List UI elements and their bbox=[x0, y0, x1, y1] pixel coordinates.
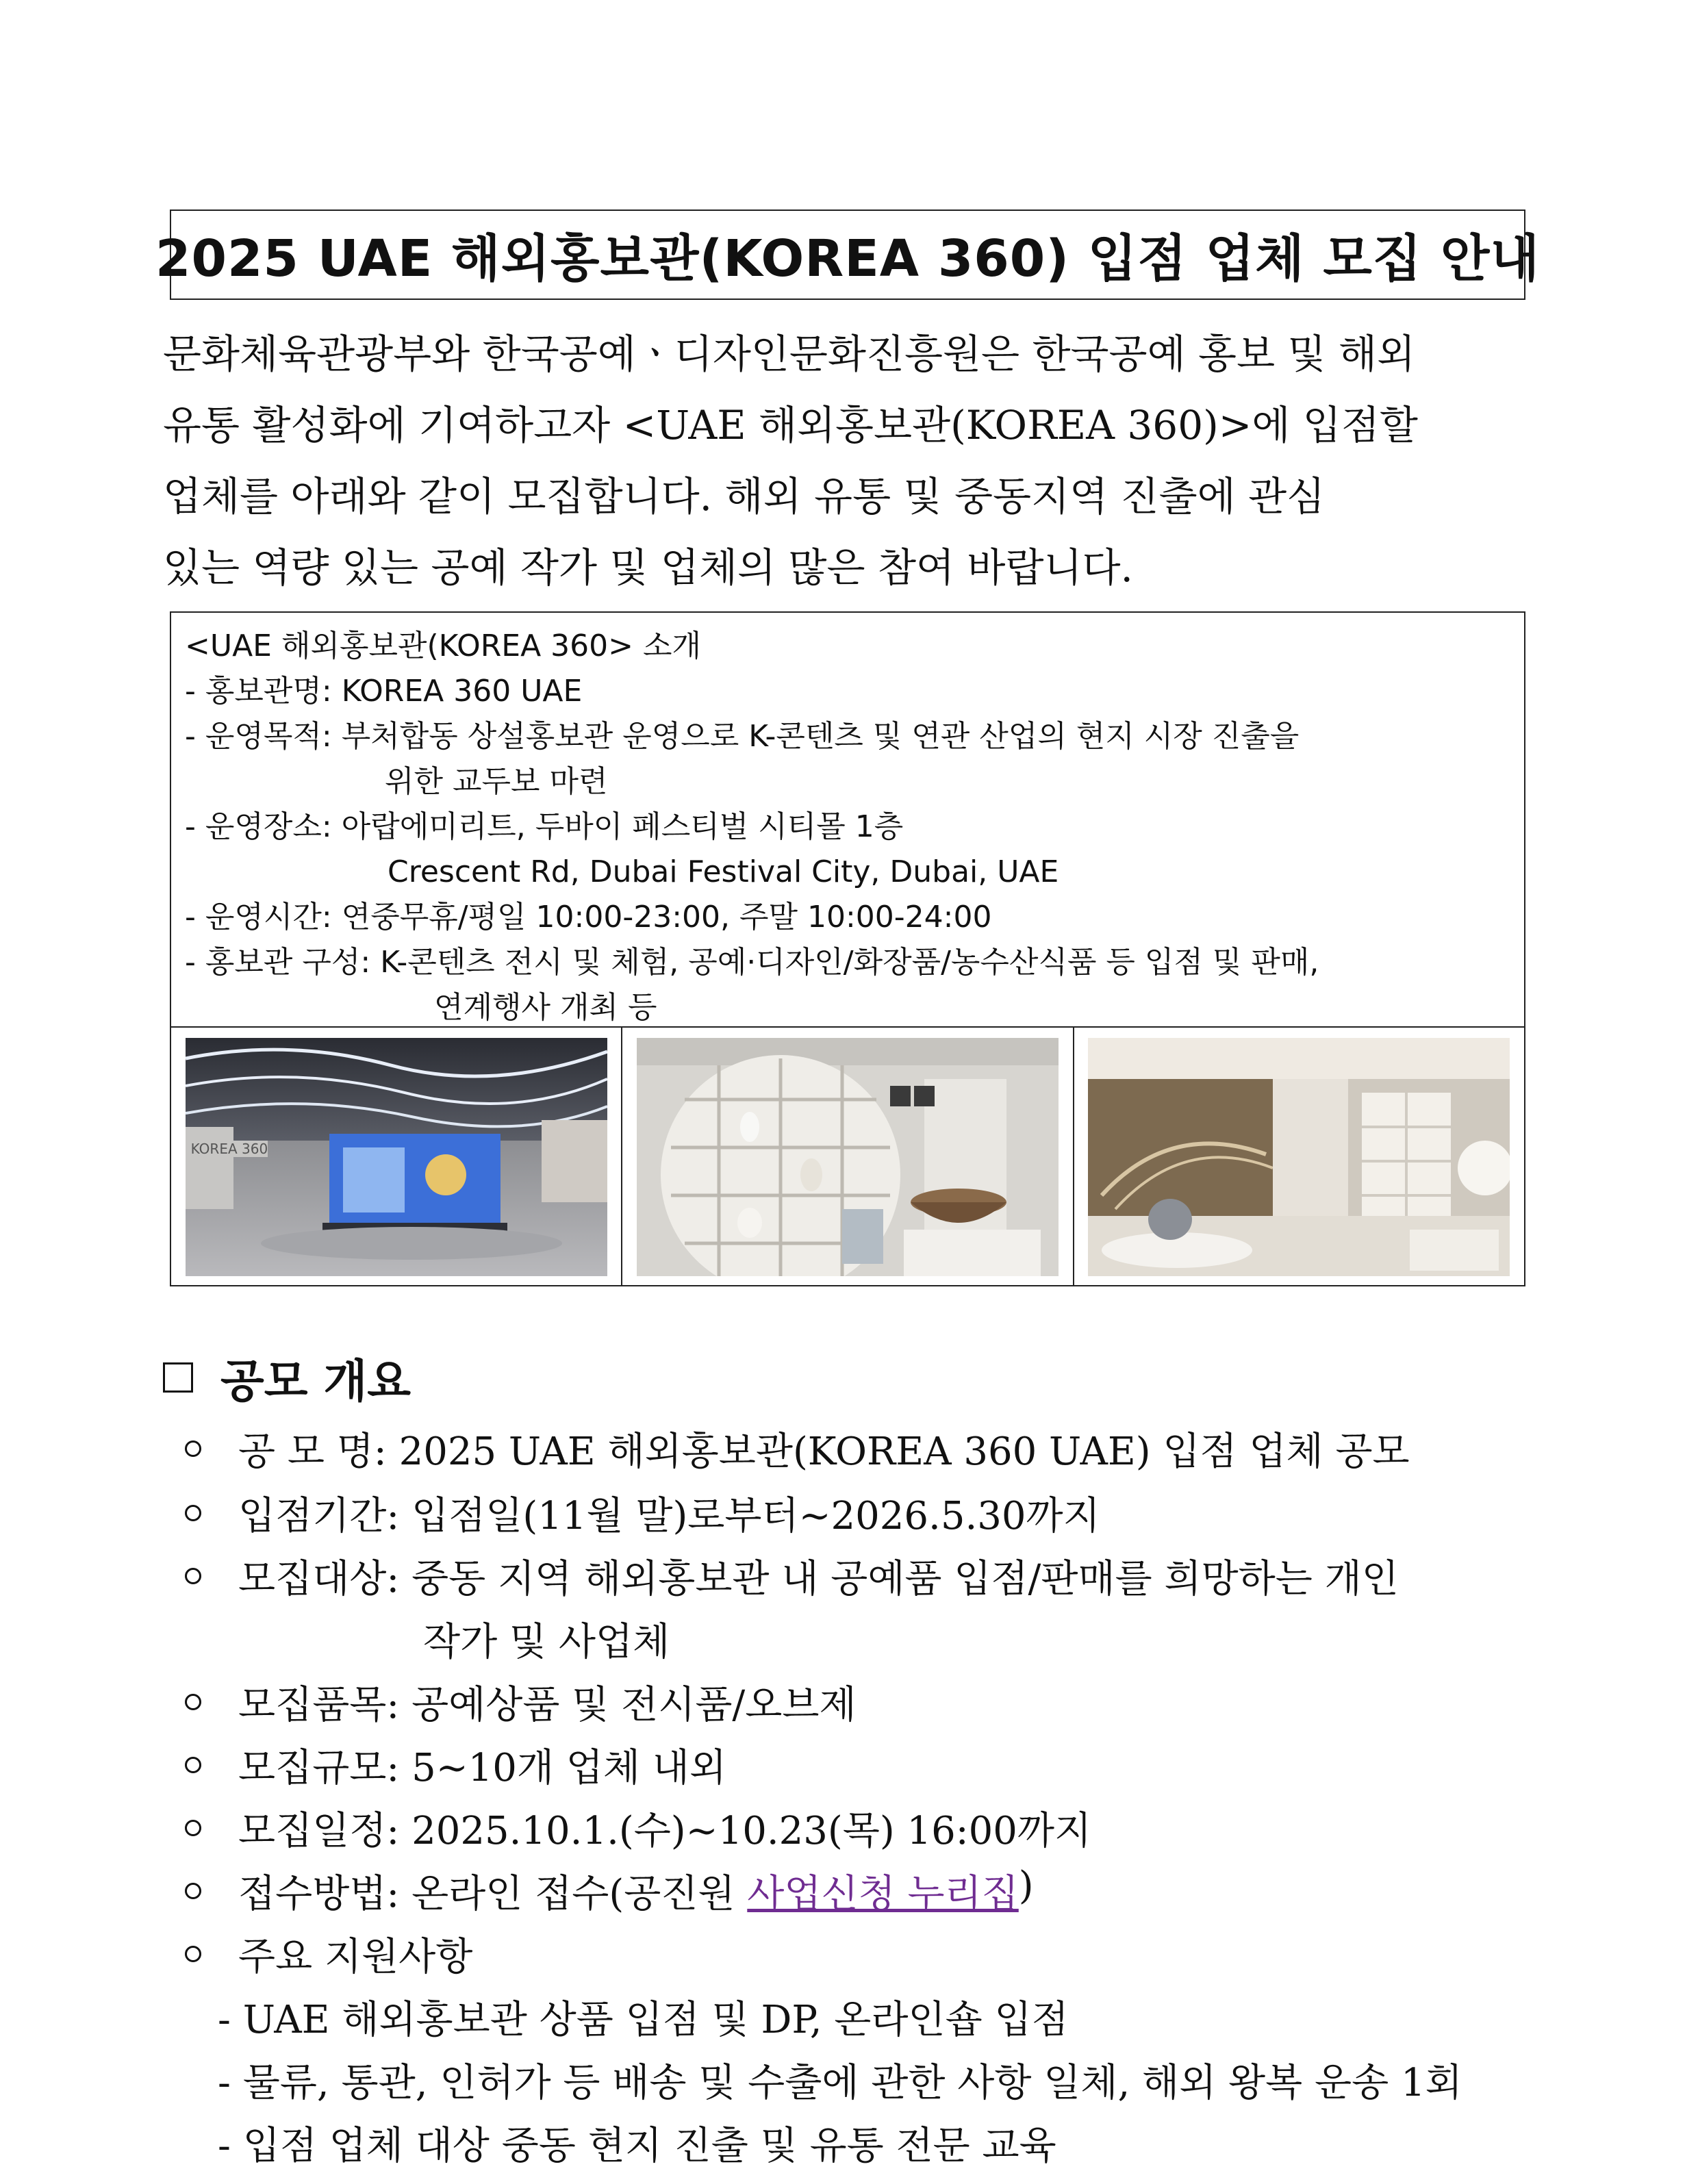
circle-bullet-icon bbox=[185, 1505, 201, 1521]
overview-item bbox=[185, 1549, 1534, 1603]
support-item: - 입점 업체 대상 중동 현지 진출 및 유통 전문 교육 bbox=[218, 2124, 1056, 2168]
info-hours-row bbox=[185, 895, 1513, 940]
item-label: 모집규모: bbox=[238, 1746, 412, 1790]
info-name-value: KOREA 360 UAE bbox=[341, 674, 583, 709]
info-config-row bbox=[185, 940, 1513, 985]
application-site-link[interactable]: 사업신청 누리집 bbox=[747, 1872, 1019, 1916]
photo-cell-2 bbox=[622, 1028, 1074, 1286]
intro-text-2: 유통 활성화에 기여하고자 <UAE 해외홍보관(KOREA 360)>에 입점할 bbox=[163, 402, 1418, 448]
item-value: 5~10개 업체 내외 bbox=[411, 1746, 726, 1790]
intro-line-3 bbox=[163, 464, 1532, 522]
photo-row bbox=[171, 1026, 1524, 1286]
info-name-row bbox=[185, 669, 1513, 714]
section-heading-text: 공모 개요 bbox=[220, 1355, 411, 1408]
info-purpose-value: 부처합동 상설홍보관 운영으로 K-콘텐츠 및 연관 산업의 현지 시장 진출을 bbox=[341, 719, 1300, 754]
title-box bbox=[155, 209, 1541, 300]
overview-item bbox=[185, 1421, 1534, 1476]
info-heading-text: <UAE 해외홍보관(KOREA 360> 소개 bbox=[185, 628, 702, 663]
overview-item bbox=[185, 1738, 1534, 1792]
intro-text-4: 있는 역량 있는 공예 작가 및 업체의 많은 참여 바랍니다. bbox=[163, 544, 1133, 591]
gallery-interior-photo bbox=[1088, 1038, 1510, 1276]
page-title: 2025 UAE 해외홍보관(KOREA 360) 입점 업체 모집 안내 bbox=[155, 229, 1541, 288]
info-hours-value: 연중무휴/평일 10:00-23:00, 주말 10:00-24:00 bbox=[341, 900, 992, 935]
overview-item bbox=[185, 1675, 1534, 1729]
item-value: 2025 UAE 해외홍보관(KOREA 360 UAE) 입점 업체 공모 bbox=[398, 1430, 1410, 1474]
circle-bullet-icon bbox=[185, 1946, 201, 1962]
info-place-label: - 운영장소: bbox=[185, 809, 342, 844]
info-name-label: - 홍보관명: bbox=[185, 674, 342, 709]
item-value: 주요 지원사항 bbox=[238, 1935, 473, 1979]
photo-sign-text: KOREA 360 bbox=[190, 1141, 268, 1157]
circle-bullet-icon bbox=[185, 1440, 201, 1457]
overview-item bbox=[185, 1927, 1534, 1981]
circle-bullet-icon bbox=[185, 1568, 201, 1584]
info-purpose-row bbox=[185, 714, 1513, 759]
craft-shelf-photo bbox=[637, 1038, 1059, 1276]
item-value: 공예상품 및 전시품/오브제 bbox=[411, 1683, 857, 1727]
section-heading bbox=[163, 1345, 411, 1410]
overview-item-cont bbox=[423, 1612, 1698, 1666]
item-label: 공 모 명: bbox=[238, 1430, 399, 1474]
info-purpose-cont-row bbox=[185, 759, 1513, 804]
item-label: 입점기간: bbox=[238, 1494, 412, 1538]
intro-text-1: 문화체육관광부와 한국공예ㆍ디자인문화진흥원은 한국공예 홍보 및 해외 bbox=[163, 331, 1416, 377]
info-place-cont-row bbox=[185, 850, 1513, 895]
korea360-info-box bbox=[170, 611, 1525, 1286]
info-purpose-label: - 운영목적: bbox=[185, 719, 342, 754]
photo-cell-1 bbox=[171, 1028, 622, 1286]
overview-item bbox=[185, 1864, 1534, 1918]
info-purpose-cont: 위한 교두보 마련 bbox=[385, 764, 608, 799]
circle-bullet-icon bbox=[185, 1820, 201, 1836]
item-value: 2025.10.1.(수)~10.23(목) 16:00까지 bbox=[411, 1809, 1092, 1853]
info-place-row bbox=[185, 804, 1513, 850]
item-value: 온라인 접수(공진원 bbox=[411, 1872, 748, 1916]
info-heading bbox=[185, 624, 1513, 669]
showroom-stage-photo bbox=[186, 1038, 607, 1276]
item-label: 모집대상: bbox=[238, 1557, 412, 1601]
photo-cell-3 bbox=[1074, 1028, 1524, 1286]
info-place-cont: Crescent Rd, Dubai Festival City, Dubai, UAE bbox=[388, 854, 1059, 889]
support-item: - 물류, 통관, 인허가 등 배송 및 수출에 관한 사항 일체, 해외 왕복 운송 1회 bbox=[218, 2061, 1462, 2105]
overview-item bbox=[185, 1801, 1534, 1855]
item-label: 모집일정: bbox=[238, 1809, 412, 1853]
support-item: - UAE 해외홍보관 상품 입점 및 DP, 온라인숍 입점 bbox=[218, 1998, 1069, 2042]
circle-bullet-icon bbox=[185, 1883, 201, 1899]
item-value-after: ) bbox=[1018, 1864, 1034, 1908]
item-label: 모집품목: bbox=[238, 1683, 412, 1727]
intro-line-4 bbox=[163, 535, 1532, 593]
circle-bullet-icon bbox=[185, 1694, 201, 1710]
item-value: 입점일(11월 말)로부터~2026.5.30까지 bbox=[411, 1494, 1100, 1538]
item-label: 접수방법: bbox=[238, 1872, 412, 1916]
intro-line-2 bbox=[163, 393, 1532, 450]
info-config-cont: 연계행사 개최 등 bbox=[434, 990, 657, 1025]
square-bullet-icon bbox=[163, 1362, 193, 1393]
intro-line-1 bbox=[163, 322, 1532, 379]
item-value: 중동 지역 해외홍보관 내 공예품 입점/판매를 희망하는 개인 bbox=[411, 1557, 1399, 1601]
intro-text-3: 업체를 아래와 같이 모집합니다. 해외 유통 및 중동지역 진출에 관심 bbox=[163, 473, 1326, 520]
info-text bbox=[185, 624, 1513, 1030]
info-config-value: K-콘텐츠 전시 및 체험, 공예·디자인/화장품/농수산식품 등 입점 및 판매, bbox=[380, 945, 1319, 980]
info-config-label: - 홍보관 구성: bbox=[185, 945, 381, 980]
item-value-cont: 작가 및 사업체 bbox=[423, 1620, 670, 1664]
info-config-cont-row bbox=[185, 985, 1513, 1030]
info-hours-label: - 운영시간: bbox=[185, 900, 342, 935]
info-place-value: 아랍에미리트, 두바이 페스티벌 시티몰 1층 bbox=[341, 809, 904, 844]
overview-item bbox=[185, 1486, 1534, 1540]
circle-bullet-icon bbox=[185, 1757, 201, 1773]
